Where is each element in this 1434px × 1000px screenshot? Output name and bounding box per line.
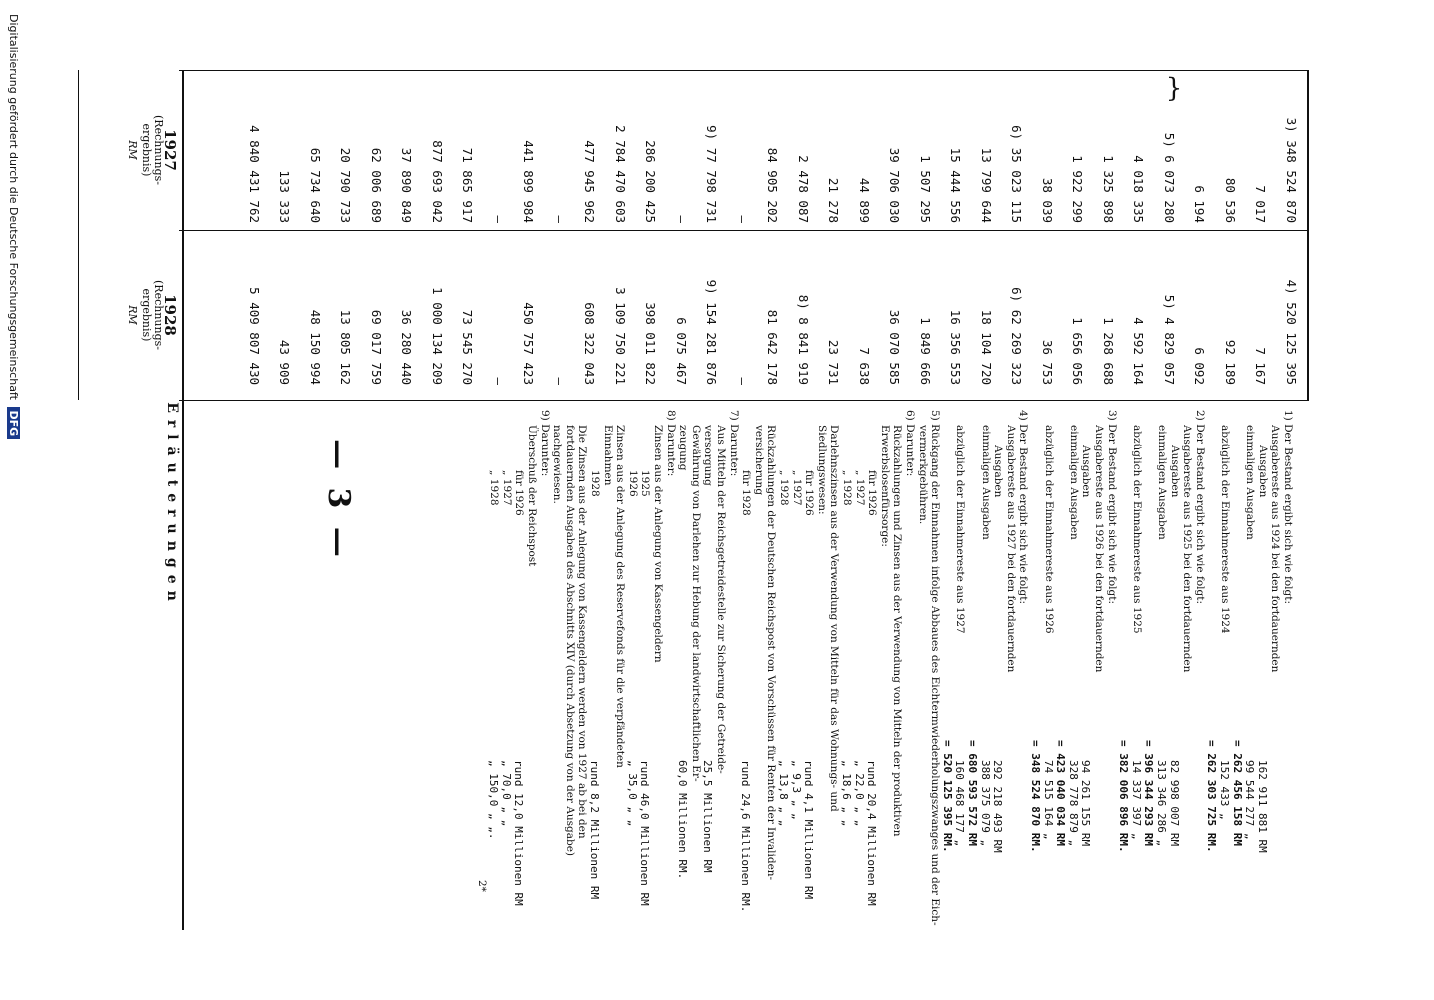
value-cell: 6 075 467 xyxy=(674,317,689,385)
value-cell: 36 070 585 xyxy=(887,309,903,385)
note-line: Rückzahlungen und Zinsen aus der Verwendung von Mitteln der produktiven xyxy=(891,425,904,837)
value-cell: — xyxy=(552,215,567,223)
note-line: für 1926 xyxy=(866,470,879,516)
value-cell: 69 017 759 xyxy=(369,309,384,385)
note-line: rund 20,4 Millionen RM xyxy=(865,760,879,906)
note-line: 74 515 164 „ xyxy=(1041,760,1055,840)
note-line: 60,0 Millionen RM. xyxy=(676,760,690,880)
note-line: 328 778 879 „ xyxy=(1066,760,1080,847)
value-cell: 1 656 056 xyxy=(1070,317,1086,385)
value-cell: 477 945 962 xyxy=(582,140,598,223)
note-line: für 1928 xyxy=(740,470,753,516)
note-line: Gewährung von Darlehen zur Hebung der landwirtschaftlichen Er- xyxy=(689,425,702,782)
note-line: 2) Der Bestand ergibt sich wie folgt: xyxy=(1193,410,1206,604)
value-cell: 1 922 299 xyxy=(1070,155,1086,223)
value-cell: 1 000 134 209 xyxy=(430,287,445,385)
page-number: — 3 — xyxy=(321,439,356,561)
value-cell: 441 899 984 xyxy=(521,140,537,223)
value-cell: 92 189 xyxy=(1223,339,1238,385)
note-line: „ 1927 xyxy=(853,470,866,506)
value-cell: 5 409 807 430 xyxy=(247,287,262,385)
note-line: abzüglich der Einnahmereste aus 1927 xyxy=(954,425,967,634)
note-line: = 262 456 158 RM xyxy=(1230,740,1244,846)
value-cell: 38 039 xyxy=(1040,177,1055,223)
note-line: Ausgabereste aus 1924 bei den fortdauernden xyxy=(1269,425,1282,673)
value-cell: 1 325 898 xyxy=(1101,155,1116,223)
value-cell: 6) 62 269 323 xyxy=(1009,287,1025,385)
note-line: einmaligen Ausgaben xyxy=(1244,425,1257,540)
value-cell: 4 018 335 xyxy=(1131,155,1147,223)
note-line: 160 468 177 „ xyxy=(953,760,967,847)
note-line: versorgung xyxy=(702,425,715,486)
note-line: Erwerbslosenfürsorge: xyxy=(878,425,891,547)
note-line: 5) Rückgang der Einnahmen infolge Abbaues des Eichtermwiederholungszwanges und der Eich- xyxy=(929,410,942,926)
note-line: = 382 006 896 RM. xyxy=(1117,740,1131,853)
note-line: 292 218 493 RM xyxy=(991,760,1005,853)
note-line: abzüglich der Einnahmereste aus 1924 xyxy=(1219,425,1231,634)
note-line: Siedlungswesen: xyxy=(815,425,828,515)
note-line: = 396 344 293 RM xyxy=(1142,740,1156,846)
note-line: Ausgaben xyxy=(1256,445,1269,498)
note-line: 2* xyxy=(475,880,488,892)
note-line: „ 1928 xyxy=(778,470,790,506)
note-line: 99 544 277 „ xyxy=(1243,760,1257,840)
value-cell: — xyxy=(491,377,506,385)
note-line: Darlehnszinsen aus der Verwendung von Mitteln für das Wohnungs- und xyxy=(828,425,841,812)
note-line: versicherung xyxy=(752,425,765,496)
value-cell: 48 150 994 xyxy=(308,309,323,385)
note-line: abzüglich der Einnahmereste aus 1926 xyxy=(1042,425,1055,634)
note-line: 388 375 079 „ xyxy=(978,760,992,847)
note-line: 1926 xyxy=(626,470,639,497)
year-1928-unit: RM xyxy=(126,305,139,325)
note-line: „ 13,8 „ „ xyxy=(777,760,790,827)
note-line: 162 911 881 RM xyxy=(1255,760,1269,853)
top-rule-left xyxy=(1307,70,1309,400)
value-cell: 6 092 xyxy=(1192,347,1208,385)
value-cell: 65 734 640 xyxy=(308,147,323,223)
year-1927-sub2: ergebnis) xyxy=(140,123,153,177)
note-line: 7) Darunter: xyxy=(727,410,740,477)
note-line: „ 18,6 „ „ xyxy=(840,760,853,827)
value-cell: — xyxy=(674,215,689,223)
value-cell: 81 642 178 xyxy=(765,309,781,385)
value-cell: 133 333 xyxy=(277,170,293,223)
value-cell: 2 784 470 603 xyxy=(613,125,628,223)
note-line: 152 433 „ xyxy=(1218,760,1231,820)
value-cell: 71 865 917 xyxy=(460,147,476,223)
header-rule xyxy=(78,70,79,400)
value-cell: 1 268 688 xyxy=(1101,317,1116,385)
value-cell: 18 104 720 xyxy=(979,309,994,385)
note-line: Überschuß der Reichspost xyxy=(526,425,538,567)
note-line: 94 261 155 RM xyxy=(1079,760,1093,847)
year-1928-sub1: (Rechnungs- xyxy=(152,280,165,350)
note-line: „ 35,0 „ „ xyxy=(625,760,639,827)
erlaeuterungen-heading: Erläuterungen xyxy=(164,402,180,608)
value-cell: 4 840 431 762 xyxy=(247,125,262,223)
value-cell: 4 592 164 xyxy=(1131,317,1147,385)
note-line: 4) Der Bestand ergibt sich wie folgt: xyxy=(1017,410,1030,604)
note-line: rund 8,2 Millionen RM xyxy=(588,760,601,900)
brace-mark: } xyxy=(1165,73,1183,104)
note-line: zeugung xyxy=(677,425,690,471)
value-cell: 286 200 425 xyxy=(643,140,659,223)
value-cell: 9) 154 281 876 xyxy=(704,279,720,385)
value-cell: 8) 8 841 919 xyxy=(796,294,811,385)
value-cell: 13 799 644 xyxy=(979,147,994,223)
value-cell: — xyxy=(735,377,750,385)
note-line: „ 9,3 „ „ xyxy=(789,760,803,820)
value-cell: 21 278 xyxy=(826,177,842,223)
value-cell: 7 638 xyxy=(857,347,872,385)
value-cell: 6 194 xyxy=(1192,185,1208,223)
value-cell: 44 899 xyxy=(857,177,872,223)
value-cell: 43 909 xyxy=(277,339,293,385)
note-line: Ausgaben xyxy=(992,445,1005,498)
note-line: Ausgabereste aus 1925 bei den fortdauernden xyxy=(1181,425,1194,673)
value-cell: 62 006 689 xyxy=(369,147,384,223)
note-line: Ausgaben xyxy=(1168,445,1181,498)
note-line: 8) Darunter: xyxy=(664,410,677,477)
note-line: einmaligen Ausgaben xyxy=(979,425,992,540)
column-divider-1 xyxy=(179,70,1309,71)
value-cell: 2 478 087 xyxy=(796,155,811,223)
note-line: fortdauernden Ausgaben des Abschnitts XIV (durch Absetzung von der Ausgabe) xyxy=(563,425,576,857)
note-line: Zinsen aus der Anlegung des Reservefonds für die verpfändeten xyxy=(614,425,627,768)
value-cell: 7 017 xyxy=(1253,185,1269,223)
note-line: 3) Der Bestand ergibt sich wie folgt: xyxy=(1105,410,1118,604)
note-line: 9) Darunter: xyxy=(538,410,551,477)
note-line: „ 1927 xyxy=(500,470,513,506)
note-line: „ 70,0 „ „ xyxy=(499,760,513,827)
note-line: 1928 xyxy=(589,470,601,497)
note-line: „ 1928 xyxy=(841,470,853,506)
note-line: = 680 593 572 RM xyxy=(966,740,979,846)
value-cell: 16 356 553 xyxy=(948,309,964,385)
value-cell: 13 805 162 xyxy=(338,309,354,385)
note-line: Einnahmen xyxy=(601,425,614,486)
value-cell: 15 444 556 xyxy=(948,147,964,223)
note-line: rund 12,0 Millionen RM xyxy=(512,760,526,906)
value-cell: 5) 6 073 280 xyxy=(1162,132,1177,223)
note-line: Rückzahlungen der Deutschen Reichspost von Vorschüssen für Renten der Invaliden- xyxy=(765,425,778,881)
year-1927-unit: RM xyxy=(126,140,139,160)
note-line: für 1926 xyxy=(513,470,526,516)
value-cell: 450 757 423 xyxy=(521,302,537,385)
note-line: Die Zinsen aus der Anlegung von Kassengeldern werden von 1927 ab bei den xyxy=(576,425,589,839)
note-line: Zinsen aus der Anlegung von Kassengeldern xyxy=(652,425,664,663)
value-cell: 20 790 733 xyxy=(338,147,354,223)
note-line: 25,5 Millionen RM xyxy=(701,760,715,873)
column-divider-3 xyxy=(179,400,1309,401)
value-cell: 1 507 295 xyxy=(918,155,933,223)
note-line: 313 346 286 „ xyxy=(1155,760,1168,847)
note-line: rund 4,1 Millionen RM xyxy=(802,760,816,900)
value-cell: — xyxy=(552,377,567,385)
value-cell: 608 322 043 xyxy=(582,302,598,385)
note-line: = 423 040 034 RM xyxy=(1054,740,1068,846)
note-line: Ausgaben xyxy=(1080,445,1093,498)
note-line: „ 1927 xyxy=(790,470,803,506)
value-cell: 3) 348 524 870 xyxy=(1284,117,1299,223)
note-line: 6) Darunter: xyxy=(904,410,916,477)
value-cell: 36 753 xyxy=(1040,339,1055,385)
note-line: 82 998 007 RM xyxy=(1167,760,1181,847)
value-cell: 37 890 849 xyxy=(399,147,415,223)
note-line: „ 150,0 „ „. xyxy=(487,760,501,840)
note-line: „ 22,0 „ „ xyxy=(852,760,866,827)
year-1927-sub1: (Rechnungs- xyxy=(152,115,165,185)
footer-credit-text: Digitalisierung gefördert durch die Deutsche Forschungsgemeinschaft xyxy=(7,14,20,400)
value-cell: — xyxy=(491,215,506,223)
value-cell: 6) 35 023 115 xyxy=(1009,125,1025,223)
value-cell: 9) 77 798 731 xyxy=(704,125,720,223)
note-line: „ 1928 xyxy=(488,470,501,506)
dfg-badge: DFG xyxy=(7,407,20,439)
note-line: = 520 125 395 RM. xyxy=(940,740,954,853)
note-line: Aus Mitteln der Reichsgetreidestelle zur Sicherung der Getreide- xyxy=(715,425,727,774)
note-line: rund 24,6 Millionen RM. xyxy=(739,760,753,913)
note-line: 1) Der Bestand ergibt sich wie folgt: xyxy=(1282,410,1294,604)
note-line: für 1926 xyxy=(803,470,816,516)
note-line: einmaligen Ausgaben xyxy=(1156,425,1168,540)
note-line: rund 46,0 Millionen RM xyxy=(638,760,652,906)
value-cell: 1 849 666 xyxy=(918,317,933,385)
note-line: nachgewiesen. xyxy=(551,425,564,504)
note-line: 1925 xyxy=(639,470,652,497)
note-line: Ausgabereste aus 1927 bei den fortdauernden xyxy=(1004,425,1017,673)
value-cell: 80 536 xyxy=(1223,177,1238,223)
value-cell: 36 280 440 xyxy=(399,309,415,385)
value-cell: 398 011 822 xyxy=(643,302,659,385)
value-cell: 84 905 202 xyxy=(765,147,781,223)
note-line: einmaligen Ausgaben xyxy=(1067,425,1080,540)
top-rule-right xyxy=(182,70,184,930)
value-cell: 23 731 xyxy=(826,339,842,385)
note-line: abzüglich der Einnahmereste aus 1925 xyxy=(1130,425,1143,634)
value-cell: 73 545 270 xyxy=(460,309,476,385)
year-1928-sub2: ergebnis) xyxy=(140,288,153,342)
value-cell: 7 167 xyxy=(1253,347,1269,385)
value-cell: — xyxy=(735,215,750,223)
value-cell: 3 109 750 221 xyxy=(613,287,628,385)
column-divider-2 xyxy=(179,230,1309,231)
footer-credit xyxy=(7,0,20,1000)
value-cell: 5) 4 829 057 xyxy=(1162,294,1177,385)
value-cell: 39 706 030 xyxy=(887,147,903,223)
note-line: Ausgabereste aus 1926 bei den fortdauernden xyxy=(1093,425,1105,673)
note-line: vermerkgebühren. xyxy=(916,425,929,525)
value-cell: 877 693 042 xyxy=(430,140,445,223)
year-1928: 1928 xyxy=(161,294,179,336)
note-line: 14 337 397 „ xyxy=(1129,760,1143,840)
note-line: = 348 524 870 RM. xyxy=(1029,740,1042,853)
value-cell: 4) 520 125 395 xyxy=(1284,279,1299,385)
note-line: = 262 303 725 RM. xyxy=(1205,740,1219,853)
year-1927: 1927 xyxy=(161,129,179,171)
